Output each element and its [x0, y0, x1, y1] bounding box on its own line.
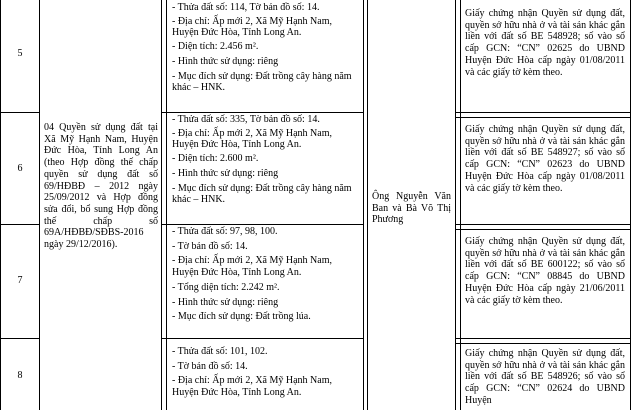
row-divider	[161, 112, 364, 113]
detail-line: - Hình thức sử dụng: riêng	[172, 296, 279, 308]
row-number: 7	[17, 275, 23, 286]
row-divider	[455, 112, 631, 113]
detail-line: - Thửa đất số: 97, 98, 100.	[172, 226, 278, 237]
certificate-text: Giấy chứng nhận Quyền sử dụng đất, quyền sở hữu nhà ở và tài sản khác gắn liền với đất số BE 548927; số vào sổ cấp GCN: “CN” 02623 do UBND Huyện Đức Hòa cấp ngày 01/08/2011 và các giấy tờ kèm theo.	[465, 124, 625, 194]
land-details	[172, 2, 360, 94]
column-divider	[166, 0, 167, 410]
row-number: 5	[17, 48, 23, 59]
detail-line: - Tờ bản đồ số: 14.	[172, 360, 248, 372]
table-border-left	[0, 0, 1, 410]
detail-line: - Mục đích sử dụng: Đất trồng cây hàng năm khác – HNK.	[172, 182, 352, 206]
group-description: 04 Quyền sử dụng đất tại Xã Mỹ Hạnh Nam, Huyện Đức Hòa, Tỉnh Long An (theo Hợp đồng thế chấp quyền sử dụng đất số 69/HĐBĐ – 2012 ngày 25/09/2012 và Hợp đồng sửa đổi, bổ sung Hợp đồng thế chấp số 69A/HĐBĐ/SĐBS-2016 ngày 29/12/2016).	[44, 122, 158, 251]
row-number: 6	[17, 163, 23, 174]
table-border-right	[630, 0, 631, 410]
column-divider	[367, 0, 368, 410]
land-details	[172, 114, 360, 206]
detail-line: - Tờ bản đồ số: 14.	[172, 240, 248, 252]
certificate-text: Giấy chứng nhận Quyền sử dụng đất, quyền sở hữu nhà ở và tài sản khác gắn liền với đất số BE 600122; số vào sổ cấp GCN: “CN” 08845 do UBND Huyện Đức Hòa cấp ngày 21/06/2011 và các giấy tờ kèm theo.	[465, 236, 625, 306]
column-divider	[455, 0, 456, 410]
detail-line: - Diện tích: 2.456 m².	[172, 41, 259, 53]
row-divider	[0, 338, 40, 339]
detail-line: - Địa chỉ: Ấp mới 2, Xã Mỹ Hạnh Nam, Huyện Đức Hòa, Tỉnh Long An.	[172, 15, 332, 39]
detail-line: - Địa chỉ: Ấp mới 2, Xã Mỹ Hạnh Nam, Huyện Đức Hòa, Tỉnh Long An.	[172, 127, 332, 151]
row-divider	[0, 112, 40, 113]
row-divider	[161, 224, 364, 225]
certificate-text: Giấy chứng nhận Quyền sử dụng đất, quyền sở hữu nhà ở và tài sản khác gắn liền với đất số BE 548928; số vào sổ cấp GCN: “CN” 02625 do UBND Huyện Đức Hòa cấp ngày 01/08/2011 và các giấy tờ kèm theo.	[465, 8, 625, 78]
certificate-text: Giấy chứng nhận Quyền sử dụng đất, quyền sở hữu nhà ở và tài sản khác gắn liền với đất số BE 548926; số vào sổ cấp GCN: “CN” 02624 do UBND Huyện	[465, 348, 625, 406]
detail-line: - Diện tích: 2.600 m².	[172, 153, 259, 165]
column-divider	[460, 0, 461, 410]
column-divider	[363, 0, 364, 410]
land-details	[172, 226, 360, 323]
row-divider	[455, 229, 631, 230]
detail-line: - Mục đích sử dụng: Đất trồng lúa.	[172, 311, 311, 323]
column-divider	[161, 0, 162, 410]
detail-line: - Địa chỉ: Ấp mới 2, Xã Mỹ Hạnh Nam, Huyện Đức Hòa, Tỉnh Long An.	[172, 375, 332, 399]
detail-line: - Thửa đất số: 335, Tờ bản đồ số: 14.	[172, 114, 320, 125]
row-divider	[455, 338, 631, 339]
row-divider	[0, 224, 40, 225]
land-details	[172, 346, 360, 399]
detail-line: - Tổng diện tích: 2.242 m².	[172, 281, 280, 293]
detail-line: - Thửa đất số: 114, Tờ bản đồ số: 14.	[172, 2, 320, 13]
row-divider	[455, 224, 631, 225]
row-divider	[455, 117, 631, 118]
row-divider	[161, 338, 364, 339]
row-number: 8	[17, 370, 23, 381]
detail-line: - Hình thức sử dụng: riêng	[172, 167, 279, 179]
detail-line: - Hình thức sử dụng: riêng	[172, 55, 279, 67]
row-divider	[455, 343, 631, 344]
column-divider	[39, 0, 40, 410]
detail-line: - Thửa đất số: 101, 102.	[172, 346, 268, 357]
owner-name: Ông Nguyễn Văn Ban và Bà Võ Thị Phương	[372, 191, 451, 226]
detail-line: - Mục đích sử dụng: Đất trồng cây hàng năm khác – HNK.	[172, 70, 352, 94]
detail-line: - Địa chỉ: Ấp mới 2, Xã Mỹ Hạnh Nam, Huyện Đức Hòa, Tỉnh Long An.	[172, 255, 332, 279]
